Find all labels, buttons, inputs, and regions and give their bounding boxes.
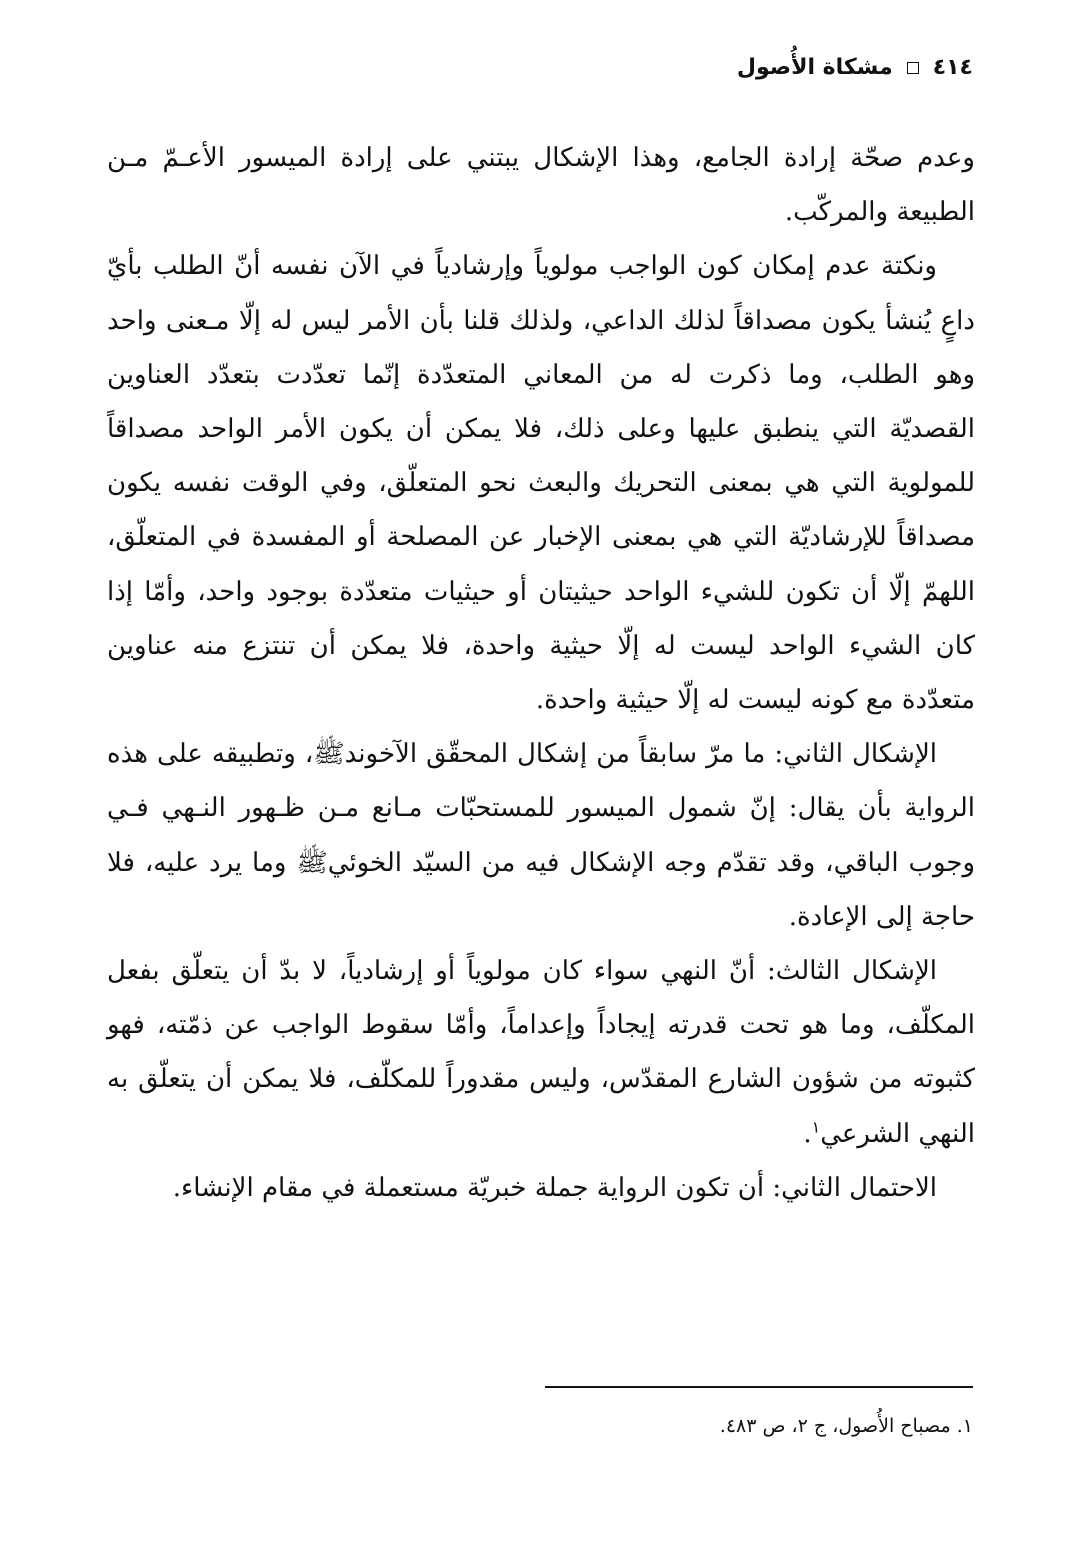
paragraph-second-objection	[107, 727, 975, 944]
running-header	[737, 48, 973, 88]
paragraph-second-possibility	[107, 1161, 975, 1215]
paragraph-text: الاحتمال الثاني: أن تكون الرواية جملة خبريّة مستعملة في مقام الإنشاء.	[172, 1172, 937, 1203]
paragraph-text: الإشكال الثاني: ما مرّ سابقاً من إشكال المحقّق الآخوندﷺ، وتطبيقه على هذه الرواية بأن يقال: إنّ شمول الميسور للمستحبّات مـانع مـن ظـهور النـهي فـي وجوب الباقي، وقد تقدّم وجه الإشكال فيه من السيّد الخوئيﷺ وما يرد عليه، فلا حاجة إلى الإعادة.	[107, 739, 975, 932]
paragraph-explanation	[107, 239, 975, 727]
paragraph-text: ونكتة عدم إمكان كون الواجب مولوياً وإرشادياً في الآن نفسه أنّ الطلب بأيّ داعٍ يُنشأ يكون مصداقاً لذلك الداعي، ولذلك قلنا بأن الأمر ليس له إلّا مـعنى واحد وهو الطلب، وما ذكرت له من المعاني المتعدّدة إنّما تعدّدت بتعدّد العناوين القصديّة التي ينطبق عليها وعلى ذلك، فلا يمكن أن يكون الأمر الواحد مصداقاً للمولوية التي هي بمعنى التحريك والبعث نحو المتعلّق، وفي الوقت نفسه يكون مصداقاً للإرشاديّة التي هي بمعنى الإخبار عن المصلحة أو المفسدة في المتعلّق، اللهمّ إلّا أن تكون للشيء الواحد حيثيتان أو حيثيات متعدّدة بوجود واحد، وأمّا إذا كان الشيء الواحد ليست له إلّا حيثية واحدة، فلا يمكن أن تنتزع منه عناوين متعدّدة مع كونه ليست له إلّا حيثية واحدة.	[107, 251, 975, 716]
body-text	[107, 131, 975, 1215]
book-title: مشكاة الأُصول	[736, 55, 893, 80]
paragraph-text: وعدم صحّة إرادة الجامع، وهذا الإشكال يبتني على إرادة الميسور الأعـمّ مـن الطبيعة والمركّب.	[107, 143, 975, 228]
paragraph-continuation	[107, 131, 975, 239]
paragraph-text: الإشكال الثالث: أنّ النهي سواء كان مولوياً أو إرشادياً، لا بدّ أن يتعلّق بفعل المكلّف، وما هو تحت قدرته إيجاداً وإعداماً، وأمّا سقوط الواجب عن ذمّته، فهو كثبوته من شؤون الشارع المقدّس، وليس مقدوراً للمكلّف، فلا يمكن أن يتعلّق به النهي الشرعي	[107, 956, 975, 1149]
paragraph-tail: .	[803, 1118, 812, 1149]
footnote-reference[interactable]: ١	[811, 1117, 821, 1136]
square-separator-icon	[907, 62, 919, 74]
paragraph-third-objection	[107, 944, 975, 1161]
footnote-divider	[545, 1386, 973, 1388]
footnote: ١. مصباح الأُصول، ج ٢، ص ٤٨٣.	[719, 1415, 973, 1437]
page-number: ٤١٤	[932, 55, 973, 80]
